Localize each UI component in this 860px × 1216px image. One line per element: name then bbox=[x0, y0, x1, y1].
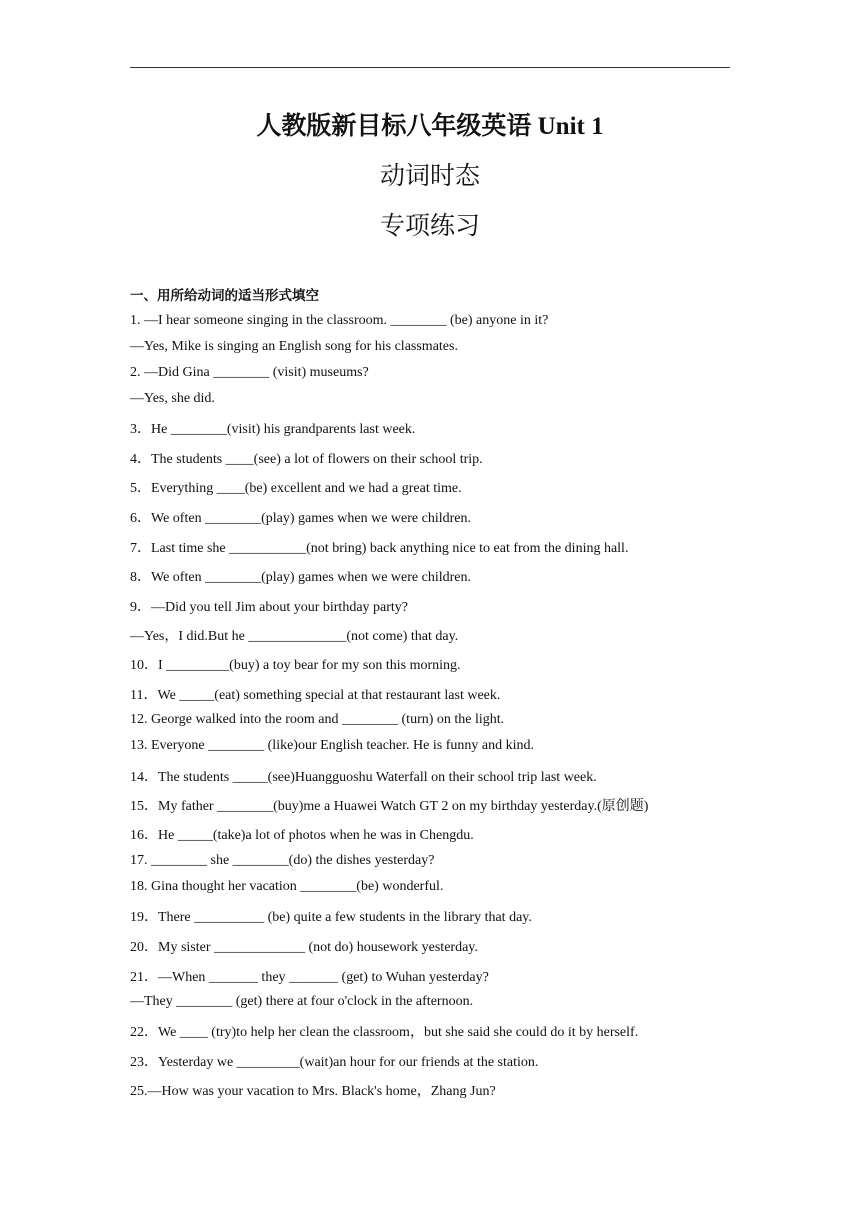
question-line: 25.—How was your vacation to Mrs. Black's home，Zhang Jun? bbox=[130, 1084, 496, 1099]
question-line: 20．My sister _____________ (not do) housework yesterday. bbox=[130, 940, 478, 955]
question-line: 2. —Did Gina ________ (visit) museums? bbox=[130, 365, 369, 380]
question-line: 9．—Did you tell Jim about your birthday party? bbox=[130, 600, 409, 615]
question-line: 3．He ________(visit) his grandparents last week. bbox=[130, 422, 416, 437]
question-line: 16．He _____(take)a lot of photos when he was in Chengdu. bbox=[130, 828, 474, 843]
question-line: 19．There __________ (be) quite a few students in the library that day. bbox=[130, 910, 532, 925]
question-line: 11．We _____(eat) something special at that restaurant last week. bbox=[130, 688, 501, 703]
question-line: 14．The students _____(see)Huangguoshu Waterfall on their school trip last week. bbox=[130, 770, 597, 785]
question-line: 6．We often ________(play) games when we were children. bbox=[130, 511, 471, 526]
header-rule bbox=[130, 67, 730, 68]
question-line: 8．We often ________(play) games when we were children. bbox=[130, 570, 471, 585]
question-line: 22．We ____ (try)to help her clean the classroom，but she said she could do it by herself. bbox=[130, 1025, 639, 1040]
page-subtitle-exercise: 专项练习 bbox=[379, 213, 480, 240]
question-line: 15．My father ________(buy)me a Huawei Watch GT 2 on my birthday yesterday.(原创题) bbox=[130, 799, 649, 814]
question-line: 10．I _________(buy) a toy bear for my son this morning. bbox=[130, 658, 461, 673]
question-line: 7．Last time she ___________(not bring) back anything nice to eat from the dining hall. bbox=[130, 541, 629, 556]
section-heading: 一、用所给动词的适当形式填空 bbox=[130, 288, 319, 304]
answer-line: —They ________ (get) there at four o'clock in the afternoon. bbox=[130, 994, 474, 1009]
question-line: 21．—When _______ they _______ (get) to Wuhan yesterday? bbox=[130, 970, 489, 985]
answer-line: —Yes, Mike is singing an English song for his classmates. bbox=[130, 339, 458, 354]
question-line: 13. Everyone ________ (like)our English teacher. He is funny and kind. bbox=[130, 738, 534, 753]
question-line: 18. Gina thought her vacation ________(be) wonderful. bbox=[130, 879, 444, 894]
question-line: 12. George walked into the room and ________ (turn) on the light. bbox=[130, 712, 505, 727]
question-line: 1. —I hear someone singing in the classroom. ________ (be) anyone in it? bbox=[130, 313, 549, 328]
answer-line: —Yes, she did. bbox=[130, 391, 215, 406]
question-line: 17. ________ she ________(do) the dishes yesterday? bbox=[130, 853, 435, 868]
question-line: 23．Yesterday we _________(wait)an hour for our friends at the station. bbox=[130, 1055, 539, 1070]
question-line: 5．Everything ____(be) excellent and we had a great time. bbox=[130, 481, 462, 496]
page-title: 人教版新目标八年级英语 Unit 1 bbox=[256, 113, 604, 140]
question-line: 4．The students ____(see) a lot of flowers on their school trip. bbox=[130, 452, 483, 467]
answer-line: —Yes，I did.But he ______________(not come) that day. bbox=[130, 629, 459, 644]
page-subtitle-tense: 动词时态 bbox=[379, 163, 480, 190]
